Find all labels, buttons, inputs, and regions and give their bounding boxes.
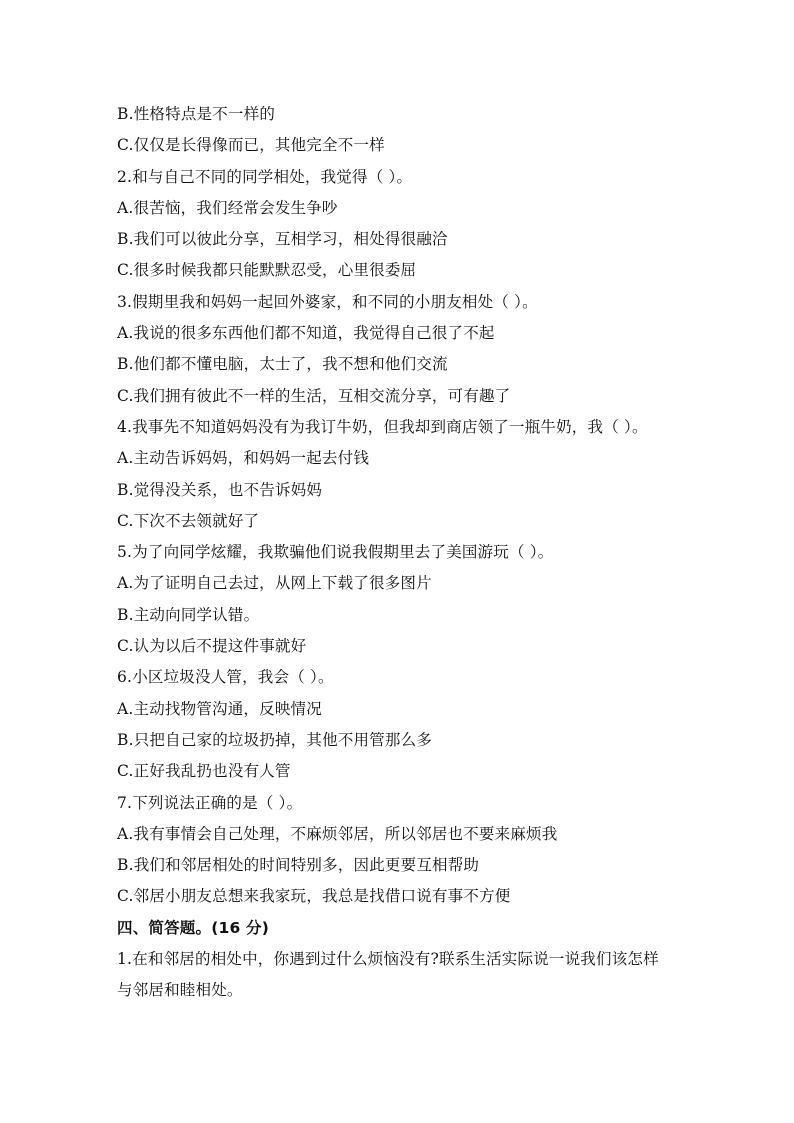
section-heading: 四、简答题。(16 分) bbox=[117, 918, 270, 937]
question-line: 6.小区垃圾没人管，我会（ ）。 bbox=[117, 668, 334, 687]
option-line: C.下次不去领就好了 bbox=[117, 511, 260, 530]
question-line: 与邻居和睦相处。 bbox=[117, 981, 243, 1000]
option-line: C.正好我乱扔也没有人管 bbox=[117, 762, 291, 781]
question-line: 7.下列说法正确的是（ ）。 bbox=[117, 793, 303, 812]
question-line: 4.我事先不知道妈妈没有为我订牛奶，但我却到商店领了一瓶牛奶，我（ ）。 bbox=[117, 417, 648, 436]
option-line: C.很多时候我都只能默默忍受，心里很委屈 bbox=[117, 261, 417, 280]
option-line: A.主动告诉妈妈，和妈妈一起去付钱 bbox=[117, 449, 370, 468]
option-line: B.觉得没关系，也不告诉妈妈 bbox=[117, 480, 323, 499]
option-line: C.仅仅是长得像而已，其他完全不一样 bbox=[117, 136, 385, 155]
option-line: B.性格特点是不一样的 bbox=[117, 105, 276, 123]
option-line: C.认为以后不提这件事就好 bbox=[117, 637, 307, 656]
option-line: A.为了证明自己去过，从网上下载了很多图片 bbox=[117, 574, 432, 593]
option-line: B.只把自己家的垃圾扔掉，其他不用管那么多 bbox=[117, 730, 433, 749]
option-line: A.很苦恼，我们经常会发生争吵 bbox=[117, 198, 338, 217]
option-line: B.我们和邻居相处的时间特别多，因此更要互相帮助 bbox=[117, 856, 480, 875]
question-line: 2.和与自己不同的同学相处，我觉得（ ）。 bbox=[117, 167, 413, 186]
option-line: A.我有事情会自己处理，不麻烦邻居，所以邻居也不要来麻烦我 bbox=[117, 824, 558, 843]
option-line: B.主动向同学认错。 bbox=[117, 605, 260, 624]
question-line: 3.假期里我和妈妈一起回外婆家，和不同的小朋友相处（ ）。 bbox=[117, 292, 538, 311]
option-line: B.我们可以彼此分享，互相学习，相处得很融洽 bbox=[117, 230, 448, 249]
document-page bbox=[117, 99, 737, 1007]
option-line: C.我们拥有彼此不一样的生活，互相交流分享，可有趣了 bbox=[117, 386, 511, 405]
option-line: B.他们都不懂电脑，太士了，我不想和他们交流 bbox=[117, 355, 448, 374]
question-line: 1.在和邻居的相处中，你遇到过什么烦恼没有?联系生活实际说一说我们该怎样 bbox=[117, 950, 659, 969]
option-line: C.邻居小朋友总想来我家玩，我总是找借口说有事不方便 bbox=[117, 887, 511, 906]
question-line: 5.为了向同学炫耀，我欺骗他们说我假期里去了美国游玩（ ）。 bbox=[117, 543, 554, 562]
option-line: A.我说的很多东西他们都不知道，我觉得自己很了不起 bbox=[117, 324, 495, 343]
option-line: A.主动找物管沟通，反映情况 bbox=[117, 699, 322, 718]
